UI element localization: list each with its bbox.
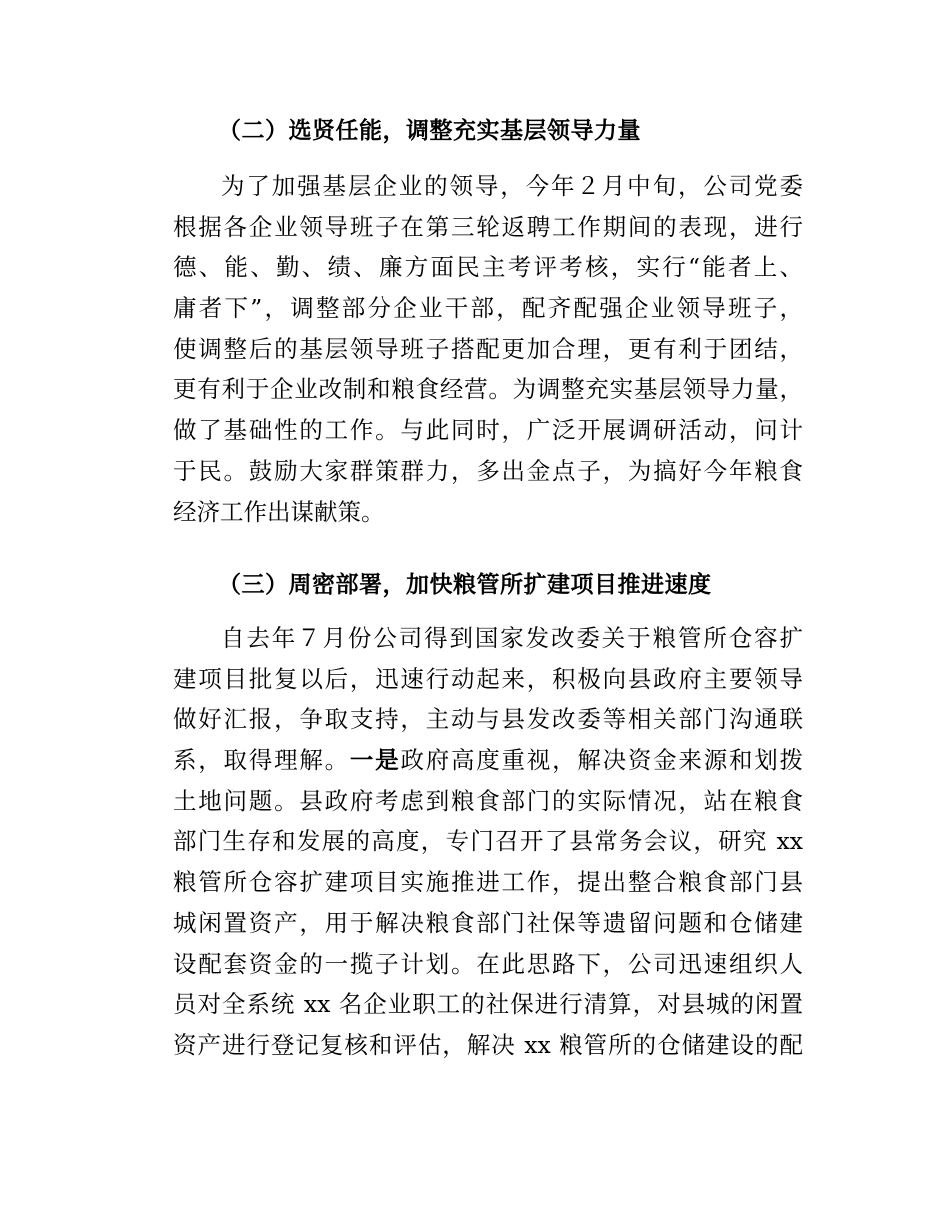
- paragraph-line: 自去年７月份公司得到国家发改委关于粮管所仓容扩: [221, 624, 803, 652]
- paragraph-line: 资产进行登记复核和评估，解决 xx 粮管所的仓储建设的配: [173, 1030, 803, 1059]
- section-2-paragraph: [173, 166, 803, 532]
- paragraph-line: 经济工作出谋献策。: [173, 497, 385, 526]
- paragraph-line: 设配套资金的一揽子计划。在此思路下，公司迅速组织人: [173, 949, 803, 978]
- paragraph-line: [173, 740, 803, 781]
- paragraph-line: 部门生存和发展的高度，专门召开了县常务会议，研究 xx: [173, 827, 803, 856]
- paragraph-line: 做好汇报，争取支持，主动与县发改委等相关部门沟通联: [173, 705, 803, 734]
- paragraph-line: 做了基础性的工作。与此同时，广泛开展调研活动，问计: [173, 416, 803, 445]
- paragraph-line: 更有利于企业改制和粮食经营。为调整充实基层领导力量，: [173, 375, 803, 404]
- paragraph-line: 员对全系统 xx 名企业职工的社保进行清算，对县城的闲置: [173, 990, 803, 1019]
- paragraph-line: 为了加强基层企业的领导，今年２月中旬，公司党委: [221, 172, 803, 200]
- paragraph-line: 土地问题。县政府考虑到粮食部门的实际情况，站在粮食: [173, 786, 803, 815]
- paragraph-line: 粮管所仓容扩建项目实施推进工作，提出整合粮食部门县: [173, 868, 803, 897]
- section-2-heading: （二）选贤任能，调整充实基层领导力量: [218, 118, 641, 144]
- line-text: 系，取得理解。: [173, 746, 350, 775]
- paragraph-line: 庸者下”，调整部分企业干部，配齐配强企业领导班子，: [173, 294, 803, 323]
- paragraph-line: 于民。鼓励大家群策群力，多出金点子，为搞好今年粮食: [173, 456, 803, 485]
- paragraph-line: 使调整后的基层领导班子搭配更加合理，更有利于团结，: [173, 334, 803, 363]
- section-3-heading: （三）周密部署，加快粮管所扩建项目推进速度: [218, 572, 712, 598]
- emphasis-text: 一是: [349, 746, 401, 775]
- paragraph-line: 城闲置资产，用于解决粮食部门社保等遗留问题和仓储建: [173, 908, 803, 937]
- line-text: 政府高度重视，解决资金来源和划拨: [400, 746, 804, 775]
- section-3-paragraph: [173, 618, 803, 1066]
- paragraph-line: 建项目批复以后，迅速行动起来，积极向县政府主要领导: [173, 664, 803, 693]
- paragraph-line: 德、能、勤、绩、廉方面民主考评考核，实行“能者上、: [173, 253, 803, 282]
- paragraph-line: 根据各企业领导班子在第三轮返聘工作期间的表现，进行: [173, 212, 803, 241]
